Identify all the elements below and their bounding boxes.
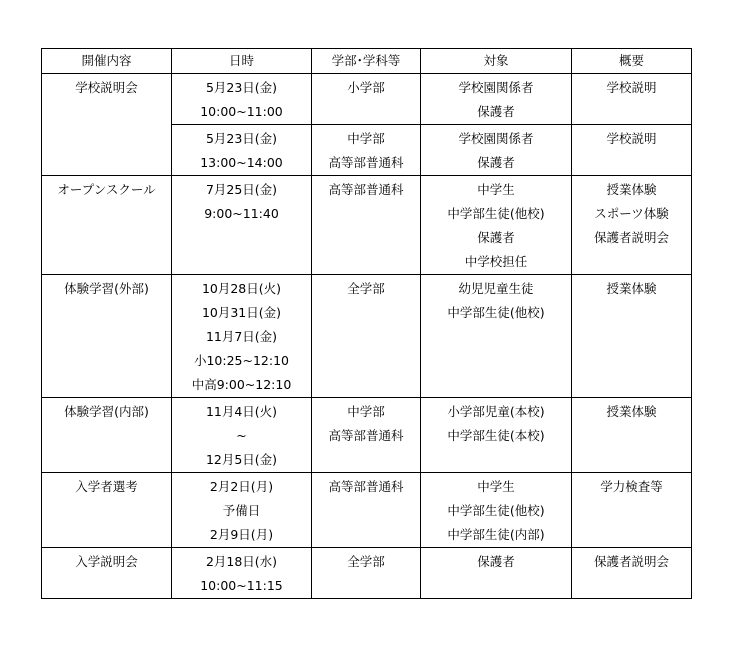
- event-name: 体験学習(内部): [64, 404, 149, 419]
- target-cell: [421, 548, 572, 599]
- summary-line: スポーツ体験: [594, 206, 669, 221]
- datetime-line: 予備日: [222, 503, 261, 518]
- target-cell: [421, 74, 572, 125]
- department-cell: [312, 74, 421, 125]
- datetime-line: 10月31日(金): [201, 305, 282, 320]
- datetime-cell: [172, 176, 312, 275]
- target-cell: [421, 398, 572, 473]
- summary-cell: [572, 176, 692, 275]
- event-cell: [42, 275, 172, 398]
- datetime-line: 中高9:00~12:10: [191, 377, 292, 392]
- target-cell: [421, 275, 572, 398]
- summary-line: 学校説明: [606, 80, 657, 95]
- datetime-cell: [172, 548, 312, 599]
- target-line: 保護者: [477, 230, 515, 245]
- department-line: 高等部普通科: [328, 182, 404, 197]
- event-name: 体験学習(外部): [64, 281, 149, 296]
- table-row: [42, 275, 692, 398]
- datetime-line: 10:00~11:00: [200, 104, 283, 119]
- target-line: 保護者: [477, 104, 515, 119]
- target-cell: [421, 176, 572, 275]
- department-cell: [312, 398, 421, 473]
- department-line: 全学部: [347, 554, 385, 569]
- header-event: 開催内容: [42, 49, 172, 74]
- table-row: [42, 176, 692, 275]
- target-line: 中学生: [477, 479, 515, 494]
- target-line: 小学部児童(本校): [447, 404, 545, 419]
- summary-cell: [572, 74, 692, 125]
- summary-line: 学力検査等: [600, 479, 663, 494]
- datetime-cell: [172, 398, 312, 473]
- table-row: [42, 473, 692, 548]
- datetime-line: 11月4日(火): [205, 404, 278, 419]
- datetime-line: 9:00~11:40: [204, 206, 279, 221]
- event-name: オープンスクール: [57, 182, 156, 197]
- event-cell: [42, 74, 172, 176]
- department-cell: [312, 125, 421, 176]
- event-name: 入学説明会: [75, 554, 138, 569]
- summary-line: 学校説明: [606, 131, 657, 146]
- department-line: 高等部普通科: [328, 479, 404, 494]
- target-line: 中学部生徒(本校): [447, 428, 545, 443]
- datetime-cell: [172, 74, 312, 125]
- target-line: 中学部生徒(他校): [447, 305, 545, 320]
- target-cell: [421, 125, 572, 176]
- event-cell: [42, 473, 172, 548]
- table-row: [42, 74, 692, 125]
- department-cell: [312, 176, 421, 275]
- event-name: 入学者選考: [75, 479, 138, 494]
- datetime-cell: [172, 125, 312, 176]
- datetime-line: 2月18日(水): [205, 554, 278, 569]
- department-line: 高等部普通科: [328, 428, 404, 443]
- summary-cell: [572, 275, 692, 398]
- event-cell: [42, 398, 172, 473]
- datetime-line: ~: [236, 428, 247, 443]
- target-line: 中学生: [477, 182, 515, 197]
- event-name: 学校説明会: [75, 80, 138, 95]
- datetime-line: 2月2日(月): [209, 479, 274, 494]
- target-line: 中学部生徒(他校): [447, 206, 545, 221]
- department-cell: [312, 275, 421, 398]
- summary-cell: [572, 473, 692, 548]
- table-row: [42, 398, 692, 473]
- event-schedule-table: [41, 48, 692, 599]
- department-line: 高等部普通科: [328, 155, 404, 170]
- target-line: 保護者: [477, 554, 515, 569]
- datetime-cell: [172, 275, 312, 398]
- target-line: 幼児児童生徒: [458, 281, 534, 296]
- target-line: 中学校担任: [464, 254, 528, 269]
- datetime-line: 10月28日(火): [201, 281, 282, 296]
- datetime-line: 2月9日(月): [209, 527, 274, 542]
- summary-line: 授業体験: [606, 281, 657, 296]
- datetime-line: 10:00~11:15: [200, 578, 283, 593]
- target-line: 学校園関係者: [458, 80, 534, 95]
- datetime-line: 11月7日(金): [205, 329, 278, 344]
- target-line: 中学部生徒(他校): [447, 503, 545, 518]
- event-cell: [42, 176, 172, 275]
- target-line: 中学部生徒(内部): [447, 527, 545, 542]
- department-line: 小学部: [347, 80, 385, 95]
- event-cell: [42, 548, 172, 599]
- header-target: 対象: [421, 49, 572, 74]
- target-line: 学校園関係者: [458, 131, 534, 146]
- header-department: 学部･学科等: [312, 49, 421, 74]
- target-line: 保護者: [477, 155, 515, 170]
- datetime-line: 小10:25~12:10: [193, 353, 290, 368]
- summary-line: 授業体験: [606, 404, 657, 419]
- summary-line: 保護者説明会: [593, 230, 669, 245]
- summary-line: 保護者説明会: [593, 554, 669, 569]
- datetime-line: 13:00~14:00: [200, 155, 283, 170]
- datetime-cell: [172, 473, 312, 548]
- department-line: 全学部: [347, 281, 385, 296]
- summary-cell: [572, 125, 692, 176]
- header-summary: 概要: [572, 49, 692, 74]
- datetime-line: 5月23日(金): [205, 80, 278, 95]
- department-cell: [312, 473, 421, 548]
- datetime-line: 12月5日(金): [205, 452, 278, 467]
- header-datetime: 日時: [172, 49, 312, 74]
- summary-cell: [572, 398, 692, 473]
- department-cell: [312, 548, 421, 599]
- target-cell: [421, 473, 572, 548]
- table-row: [42, 548, 692, 599]
- summary-cell: [572, 548, 692, 599]
- datetime-line: 5月23日(金): [205, 131, 278, 146]
- datetime-line: 7月25日(金): [205, 182, 278, 197]
- department-line: 中学部: [347, 404, 385, 419]
- department-line: 中学部: [347, 131, 385, 146]
- summary-line: 授業体験: [606, 182, 657, 197]
- header-row: [42, 49, 692, 74]
